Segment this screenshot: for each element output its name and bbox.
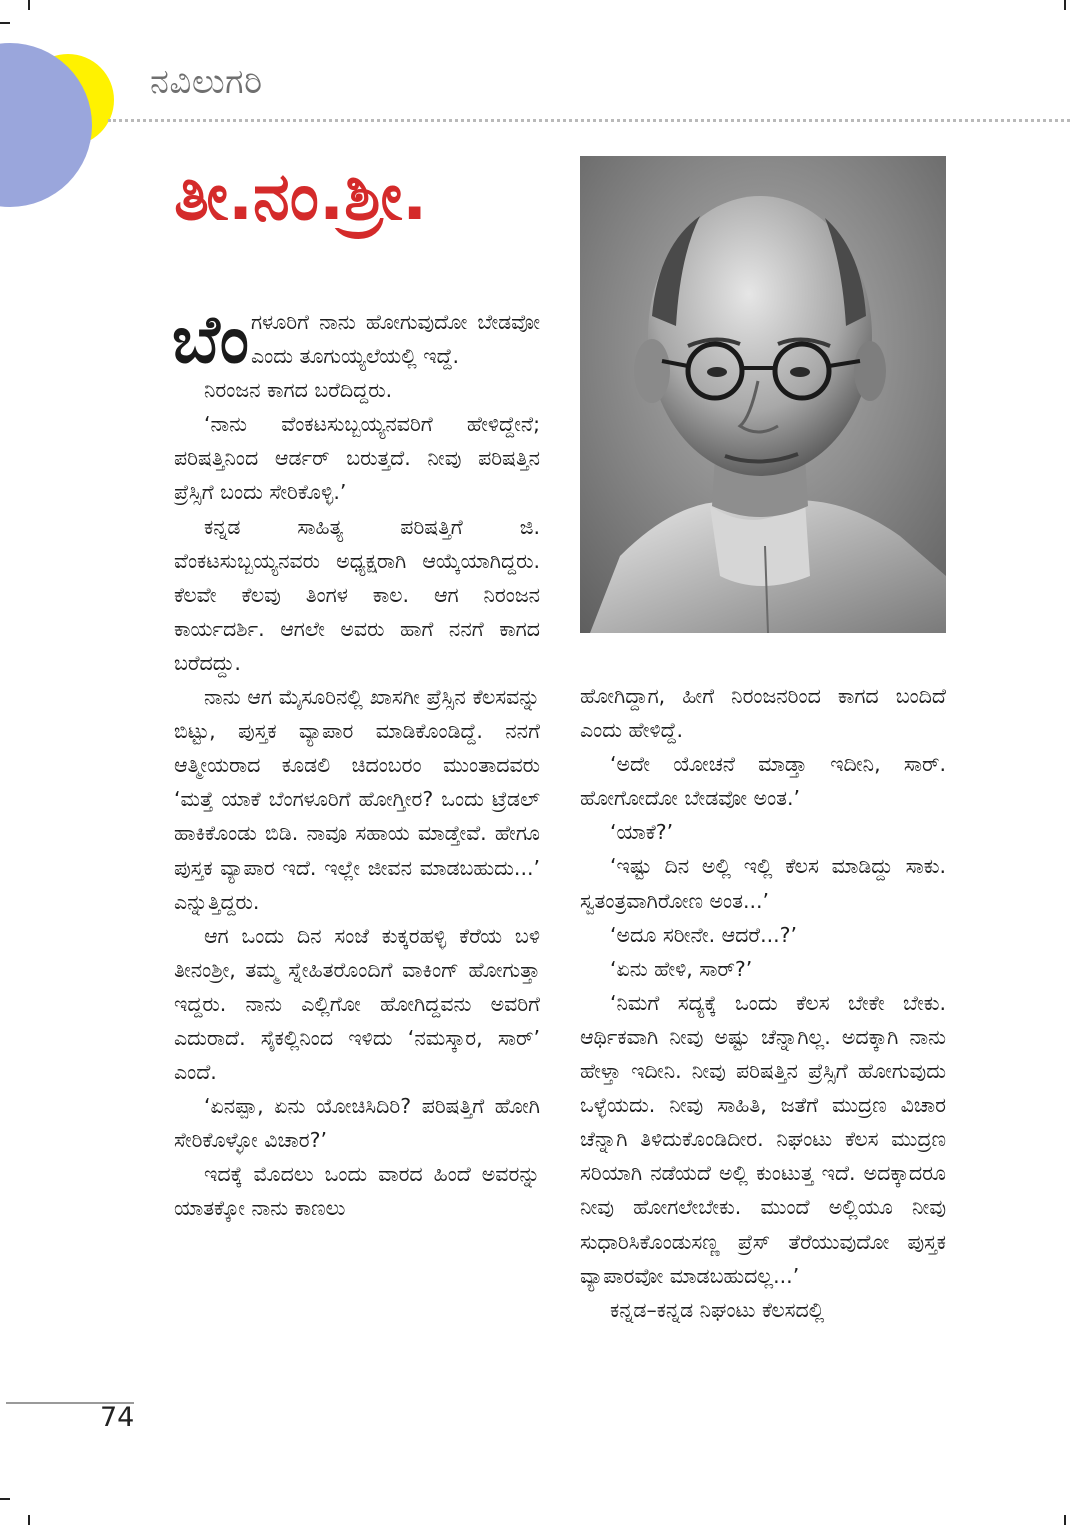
crop-mark xyxy=(1064,0,1066,10)
paragraph: ‘ಇಷ್ಟು ದಿನ ಅಲ್ಲಿ ಇಲ್ಲಿ ಕೆಲಸ ಮಾಡಿದ್ದು ಸಾಕು. ಸ್ವತಂತ್ರವಾಗಿರೋಣ ಅಂತ...’ xyxy=(580,854,946,913)
crop-mark xyxy=(0,1498,10,1500)
article-title: ತೀ.ನಂ.ಶ್ರೀ. xyxy=(174,158,428,235)
paragraph: ‘ಏನಪ್ಪಾ, ಏನು ಯೋಚಿಸಿದಿರಿ? ಪರಿಷತ್ತಿಗೆ ಹೋಗಿ ಸೇರಿಕೊಳ್ಳೋ ವಿಚಾರ?’ xyxy=(174,1094,540,1153)
text-column-right xyxy=(580,679,946,1327)
decorative-circles xyxy=(0,0,130,215)
header-divider xyxy=(108,119,1070,122)
paragraph: ಕನ್ನಡ–ಕನ್ನಡ ನಿಘಂಟು ಕೆಲಸದಲ್ಲಿ xyxy=(610,1297,825,1322)
portrait-photo xyxy=(580,156,946,633)
paragraph: ಇದಕ್ಕೆ ಮೊದಲು ಒಂದು ವಾರದ ಹಿಂದೆ ಅವರನ್ನು ಯಾತಕ್ಕೋ ನಾನು ಕಾಣಲು xyxy=(174,1162,540,1221)
section-title: ನವಿಲುಗರಿ xyxy=(150,62,263,102)
paragraph: ‘ಏನು ಹೇಳಿ, ಸಾರ್?’ xyxy=(610,956,753,981)
crop-mark xyxy=(1064,1515,1066,1525)
text-column-left xyxy=(172,301,540,1226)
paragraph: ‘ಯಾಕೆ?’ xyxy=(610,820,674,845)
paragraph-text: ಗಳೂರಿಗೆ ನಾನು ಹೋಗುವುದೋ ಬೇಡವೋ ಎಂದು ತೂಗುಯ್ಯಲೆಯಲ್ಲಿ ಇದ್ದೆ. xyxy=(250,310,540,369)
paragraph xyxy=(172,301,540,378)
paragraph: ಕನ್ನಡ ಸಾಹಿತ್ಯ ಪರಿಷತ್ತಿಗೆ ಜಿ. ವೆಂಕಟಸುಬ್ಬಯ್ಯನವರು ಅಧ್ಯಕ್ಷರಾಗಿ ಆಯ್ಕೆಯಾಗಿದ್ದರು. ಕೆಲವೇ ಕೆಲವು ತಿಂಗಳ ಕಾಲ. ಆಗ ನಿರಂಜನ ಕಾರ್ಯದರ್ಶಿ. ಆಗಲೇ ಅವರು ಹಾಗೆ ನನಗೆ ಕಾಗದ ಬರೆದದ್ದು. xyxy=(174,514,540,675)
paragraph: ‘ನಾನು ವೆಂಕಟಸುಬ್ಬಯ್ಯನವರಿಗೆ ಹೇಳಿದ್ದೇನೆ; ಪರಿಷತ್ತಿನಿಂದ ಆರ್ಡರ್ ಬರುತ್ತದೆ. ನೀವು ಪರಿಷತ್ತಿನ ಪ್ರೆಸ್ಸಿಗೆ ಬಂದು ಸೇರಿಕೊಳ್ಳಿ.’ xyxy=(174,412,540,505)
paragraph: ಹೋಗಿದ್ದಾಗ, ಹೀಗೆ ನಿರಂಜನರಿಂದ ಕಾಗದ ಬಂದಿದೆ ಎಂದು ಹೇಳಿದ್ದೆ. xyxy=(580,684,946,743)
paragraph: ‘ನಿಮಗೆ ಸದ್ಯಕ್ಕೆ ಒಂದು ಕೆಲಸ ಬೇಕೇ ಬೇಕು. ಆರ್ಥಿಕವಾಗಿ ನೀವು ಅಷ್ಟು ಚೆನ್ನಾಗಿಲ್ಲ. ಅದಕ್ಕಾಗಿ ನಾನು ಹೇಳ್ತಾ ಇದೀನಿ. ನೀವು ಪರಿಷತ್ತಿನ ಪ್ರೆಸ್ಸಿಗೆ ಹೋಗುವುದು ಒಳ್ಳೆಯದು. ನೀವು ಸಾಹಿತಿ, ಜತೆಗೆ ಮುದ್ರಣ ವಿಚಾರ ಚೆನ್ನಾಗಿ ತಿಳಿದುಕೊಂಡಿದೀರ. ನಿಘಂಟು ಕೆಲಸ ಮುದ್ರಣ ಸರಿಯಾಗಿ ನಡೆಯದೆ ಅಲ್ಲಿ ಕುಂಟುತ್ತ ಇದೆ. ಅದಕ್ಕಾದರೂ ನೀವು ಹೋಗಲೇಬೇಕು. ಮುಂದೆ ಅಲ್ಲಿಯೂ ನೀವು ಸುಧಾರಿಸಿಕೊಂಡುಸಣ್ಣ ಪ್ರೆಸ್ ತೆರೆಯುವುದೋ ಪುಸ್ತಕ ವ್ಯಾಪಾರವೋ ಮಾಡಬಹುದಲ್ಲ...’ xyxy=(580,990,946,1288)
paragraph: ಆಗ ಒಂದು ದಿನ ಸಂಜೆ ಕುಕ್ಕರಹಳ್ಳಿ ಕೆರೆಯ ಬಳಿ ತೀನಂಶ್ರೀ, ತಮ್ಮ ಸ್ನೇಹಿತರೊಂದಿಗೆ ವಾಕಿಂಗ್ ಹೋಗುತ್ತಾ ಇದ್ದರು. ನಾನು ಎಲ್ಲಿಗೋ ಹೋಗಿದ್ದವನು ಅವರಿಗೆ ಎದುರಾದೆ. ಸೈಕಲ್ಲಿನಿಂದ ಇಳಿದು ‘ನಮಸ್ಕಾರ, ಸಾರ್’ ಎಂದೆ. xyxy=(174,923,540,1085)
paragraph: ‘ಅದೇ ಯೋಚನೆ ಮಾಡ್ತಾ ಇದೀನಿ, ಸಾರ್. ಹೋಗೋದೋ ಬೇಡವೋ ಅಂತ.’ xyxy=(580,752,946,811)
crop-mark xyxy=(28,1515,30,1525)
page-number: 74 xyxy=(100,1402,135,1433)
paragraph: ನಾನು ಆಗ ಮೈಸೂರಿನಲ್ಲಿ ಖಾಸಗೀ ಪ್ರೆಸ್ಸಿನ ಕೆಲಸವನ್ನು ಬಿಟ್ಟು, ಪುಸ್ತಕ ವ್ಯಾಪಾರ ಮಾಡಿಕೊಂಡಿದ್ದೆ. ನನಗೆ ಆತ್ಮೀಯರಾದ ಕೂಡಲಿ ಚಿದಂಬರಂ ಮುಂತಾದವರು ‘ಮತ್ತೆ ಯಾಕೆ ಬೆಂಗಳೂರಿಗೆ ಹೋಗ್ತೀರ? ಒಂದು ಟ್ರೆಡಲ್ ಹಾಕಿಕೊಂಡು ಬಿಡಿ. ನಾವೂ ಸಹಾಯ ಮಾಡ್ತೇವೆ. ಹೇಗೂ ಪುಸ್ತಕ ವ್ಯಾಪಾರ ಇದೆ. ಇಲ್ಲೇ ಜೀವನ ಮಾಡಬಹುದು...’ ಎನ್ನುತ್ತಿದ್ದರು. xyxy=(174,685,540,914)
paragraph: ನಿರಂಜನ ಕಾಗದ ಬರೆದಿದ್ದರು. xyxy=(204,378,393,403)
paragraph: ‘ಅದೂ ಸರೀನೇ. ಆದರೆ...?’ xyxy=(610,922,798,947)
drop-cap: ಬೆಂ xyxy=(172,301,249,378)
